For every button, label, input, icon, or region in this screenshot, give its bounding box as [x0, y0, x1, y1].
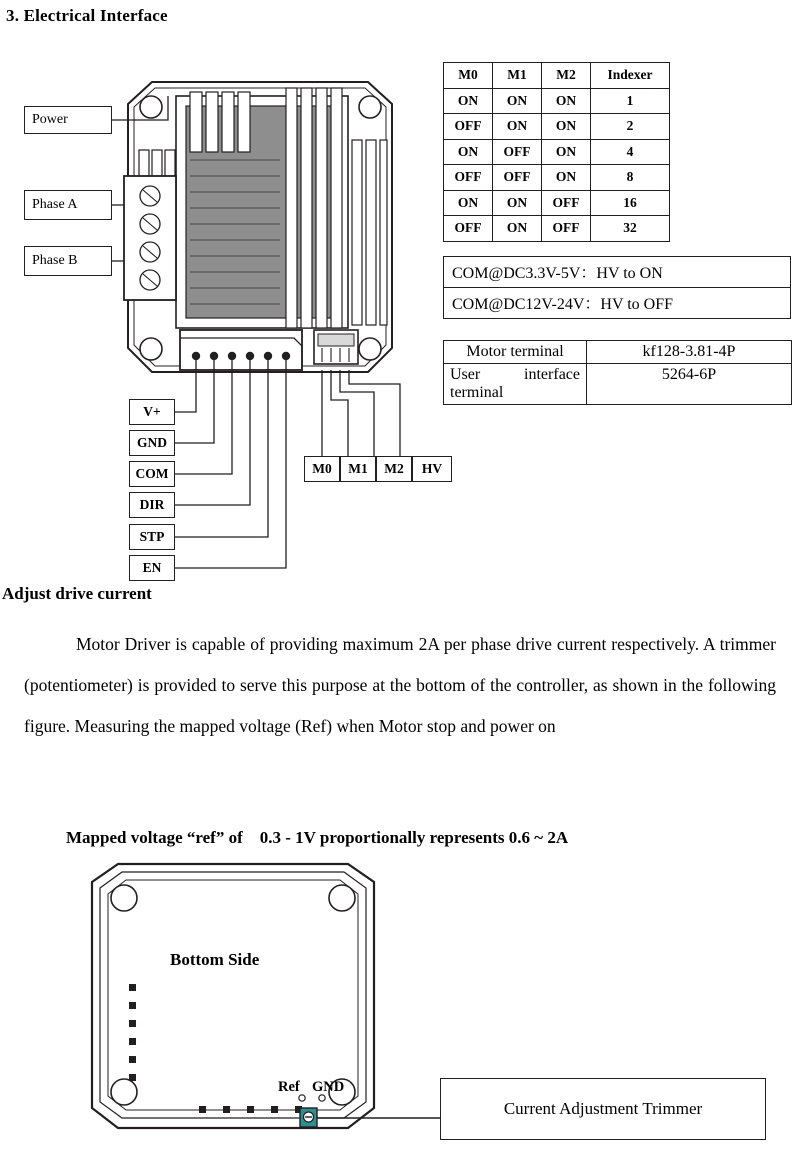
table-row — [444, 257, 791, 288]
com-voltage-table — [443, 256, 791, 319]
pin-label-com: COM — [129, 461, 175, 487]
com-row-33-5v: COM@DC3.3V-5V：HV to ON — [444, 257, 791, 288]
pin-label-en: EN — [129, 555, 175, 581]
callout-phase-b: Phase B — [24, 246, 112, 276]
th-m2: M2 — [542, 63, 591, 89]
terminal-type-table — [443, 340, 792, 405]
ref-test-point-label: Ref — [278, 1079, 300, 1095]
table-row: ON OFF ON 4 — [444, 139, 670, 165]
switch-label-m0: M0 — [304, 456, 340, 482]
callout-phase-a: Phase A — [24, 190, 112, 220]
th-m1: M1 — [493, 63, 542, 89]
switch-label-hv: HV — [412, 456, 452, 482]
com-row-12-24v: COM@DC12V-24V：HV to OFF — [444, 288, 791, 319]
pin-label-gnd: GND — [129, 430, 175, 456]
pin-label-stp: STP — [129, 524, 175, 550]
adjust-paragraph: Motor Driver is capable of providing maximum 2A per phase drive current respectively. A trimmer (potentiometer) is provided to serve this purpose at the bottom of the controller, as shown in the following figure. Measuring the mapped voltage (Ref) when Motor stop and power on — [24, 634, 776, 736]
indexer-truth-table — [443, 62, 670, 242]
table-row — [444, 364, 792, 405]
table-row: OFF OFF ON 8 — [444, 165, 670, 191]
page-title: 3. Electrical Interface — [6, 6, 168, 25]
table-row: ON ON OFF 16 — [444, 190, 670, 216]
gnd-test-point-label: GND — [312, 1079, 345, 1095]
table-header-row — [444, 63, 670, 89]
table-row: ON ON ON 1 — [444, 88, 670, 114]
callout-current-adjustment-trimmer: Current Adjustment Trimmer — [440, 1078, 766, 1140]
pin-label-dir: DIR — [129, 492, 175, 518]
term-key-motor: Motor terminal — [444, 341, 587, 364]
bottom-side-title: Bottom Side — [170, 950, 260, 969]
term-value-user: 5264-6P — [587, 364, 792, 405]
th-indexer: Indexer — [591, 63, 670, 89]
term-key-user: User interface terminal — [444, 364, 587, 405]
pin-label-vplus: V+ — [129, 399, 175, 425]
mapped-voltage-heading: Mapped voltage “ref” of 0.3 - 1V proportionally represents 0.6 ~ 2A — [66, 828, 569, 847]
table-row: OFF ON OFF 32 — [444, 216, 670, 242]
switch-label-m2: M2 — [376, 456, 412, 482]
table-row: OFF ON ON 2 — [444, 114, 670, 140]
term-value-motor: kf128-3.81-4P — [587, 341, 792, 364]
switch-label-m1: M1 — [340, 456, 376, 482]
table-row — [444, 288, 791, 319]
adjust-heading: Adjust drive current — [2, 584, 152, 603]
th-m0: M0 — [444, 63, 493, 89]
table-row — [444, 341, 792, 364]
callout-power: Power — [24, 106, 112, 134]
